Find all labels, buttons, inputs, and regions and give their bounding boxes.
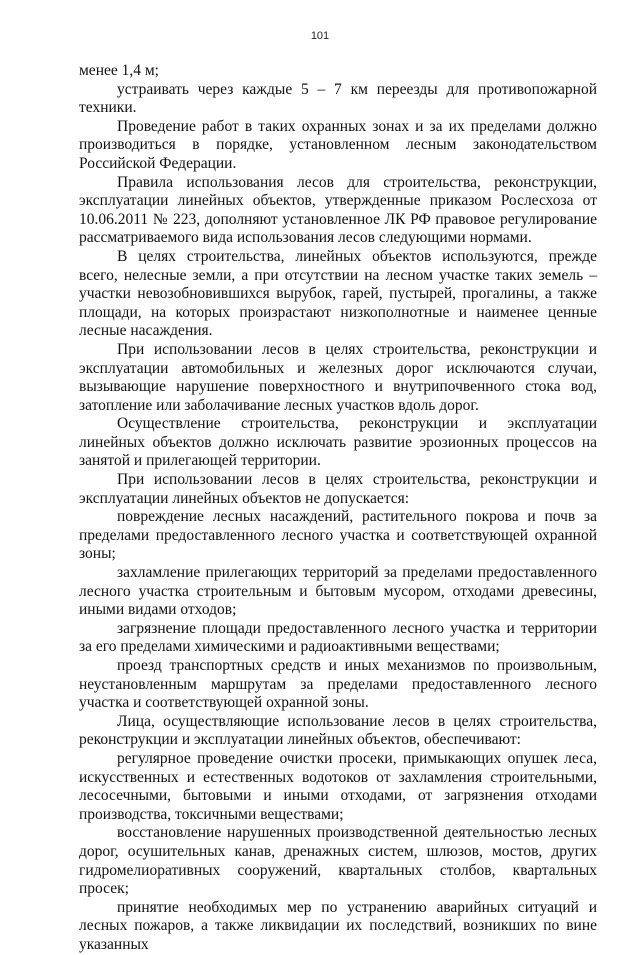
page-number: 101 — [310, 30, 330, 42]
paragraph: При использовании лесов в целях строительства, реконструкции и эксплуатации автомобильных и железных дорог исключаются случаи, вызывающие нарушение поверхностного и внутрипочвенного стока вод, затопление или заболачивание лесных участков вдоль дорог. — [79, 340, 597, 414]
list-item: захламление прилегающих территорий за пределами предоставленного лесного участка строительным и бытовым мусором, отходами древесины, иными видами отходов; — [79, 564, 597, 619]
paragraph: Лица, осуществляющие использование лесов в целях строительства, реконструкции и эксплуатации линейных объектов, обеспечивают: — [79, 712, 597, 749]
list-item: регулярное проведение очистки просеки, примыкающих опушек леса, искусственных и естественных водотоков от захламления строительными, лесосечными, бытовыми и иными отходами, от загрязнения отходами производства, токсичными веществами; — [79, 749, 597, 823]
list-item: проезд транспортных средств и иных механизмов по произвольным, неустановленным маршрутам за пределами предоставленного лесного участка и соответствующей охранной зоны. — [79, 657, 597, 712]
list-item: загрязнение площади предоставленного лесного участка и территории за его пределами химическими и радиоактивными веществами; — [79, 619, 597, 656]
paragraph: Правила использования лесов для строительства, реконструкции, эксплуатации линейных объектов, утвержденные приказом Рослесхоза от 10.06.2011 № 223, дополняют установленное ЛК РФ правовое регулирование рассматриваемого вида использования лесов следующими нормами. — [79, 173, 597, 247]
paragraph: В целях строительства, линейных объектов используются, прежде всего, нелесные земли, а при отсутствии на лесном участке таких земель – участки невозобновившихся вырубок, гарей, пустырей, прогалины, а также площади, на которых произрастают низкополнотные и наименее ценные лесные насаждения. — [79, 247, 597, 340]
document-body — [79, 62, 597, 955]
list-item: повреждение лесных насаждений, растительного покрова и почв за пределами предоставленного лесного участка и соответствующей охранной зоны; — [79, 508, 597, 563]
list-item: восстановление нарушенных производственной деятельностью лесных дорог, осушительных канав, дренажных систем, шлюзов, мостов, других гидромелиоративных сооружений, квартальных столбов, квартальных просек; — [79, 824, 597, 898]
paragraph: Осуществление строительства, реконструкции и эксплуатации линейных объектов должно исключать развитие эрозионных процессов на занятой и прилегающей территории. — [79, 415, 597, 470]
list-item: принятие необходимых мер по устранению аварийных ситуаций и лесных пожаров, а также ликвидации их последствий, возникших по вине указанных — [79, 898, 597, 953]
paragraph: устраивать через каждые 5 – 7 км переезды для противопожарной техники. — [79, 80, 597, 117]
paragraph: При использовании лесов в целях строительства, реконструкции и эксплуатации линейных объектов не допускается: — [79, 471, 597, 507]
paragraph: менее 1,4 м; — [79, 62, 159, 79]
paragraph: Проведение работ в таких охранных зонах и за их пределами должно производиться в порядке, установленном лесным законодательством Российской Федерации. — [79, 117, 597, 172]
